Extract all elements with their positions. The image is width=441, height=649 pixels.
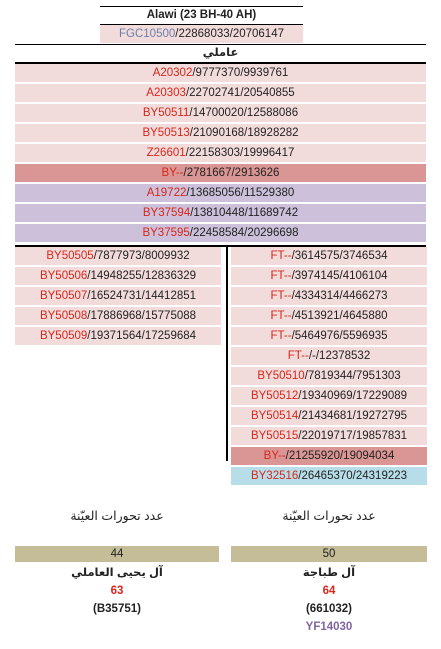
snp-row (15, 204, 426, 222)
snp-separator: / (87, 290, 91, 302)
snp-separator: / (304, 370, 308, 382)
snp-row (231, 327, 427, 345)
snp-position: 2781667/2913626 (186, 167, 280, 179)
snp-id: BY32516 (250, 470, 299, 482)
snp-position: 14700020/12588086 (192, 107, 299, 119)
snp-id: BY50512 (250, 390, 299, 402)
group-label: عاملي (202, 47, 239, 59)
snp-position: 13685056/11529380 (189, 187, 295, 199)
snp-position: 3614575/3746534 (294, 250, 388, 262)
right-count-label: عدد تحورات العيّنة (282, 509, 376, 523)
snp-position: 19340969/17229089 (301, 390, 408, 402)
snp-id: BY37595 (142, 227, 190, 239)
snp-separator: / (291, 310, 295, 322)
snp-position: 22019717/19857831 (301, 430, 408, 442)
lineage-subclade (100, 25, 303, 43)
snp-row (15, 124, 426, 142)
snp-row (231, 427, 427, 445)
snp-row (231, 407, 427, 425)
snp-row (231, 467, 427, 485)
snp-separator: / (308, 350, 313, 362)
snp-position: 4513921/4645880 (294, 310, 388, 322)
right-extra-snp: YF14030 (305, 621, 353, 633)
snp-position: 5464976/5596935 (294, 330, 388, 342)
snp-id: BY50514 (250, 410, 299, 422)
right-family-number: 64 (322, 585, 336, 597)
snp-row (15, 224, 426, 242)
snp-separator: / (291, 270, 295, 282)
left-count-label: عدد تحورات العيّنة (70, 509, 164, 523)
snp-id: BY50511 (142, 107, 190, 119)
snp-position: 19371564/17259684 (90, 330, 197, 342)
snp-row (231, 287, 427, 305)
snp-row (15, 84, 426, 102)
snp-row (15, 267, 221, 285)
snp-row (15, 184, 426, 202)
snp-id: BY50508 (39, 310, 88, 322)
snp-id: FT-- (270, 290, 292, 302)
snp-position: 7819344/7951303 (307, 370, 401, 382)
snp-row (231, 367, 427, 385)
snp-id: FT-- (270, 310, 292, 322)
left-family-name: آل يحيى العاملي (71, 567, 163, 579)
snp-id: BY50506 (39, 270, 88, 282)
snp-row (231, 307, 427, 325)
snp-row (15, 247, 221, 265)
snp-separator: / (87, 330, 91, 342)
snp-separator: / (93, 250, 97, 262)
snp-id: FT-- (270, 270, 292, 282)
right-family-name: آل طباجة (302, 567, 356, 579)
snp-row (231, 247, 427, 265)
snp-row (231, 387, 427, 405)
left-kit-id: (B35751) (93, 603, 141, 615)
snp-separator: / (190, 207, 194, 219)
snp-position: 13810448/11689742 (193, 207, 299, 219)
snp-id: BY-- (263, 450, 286, 462)
snp-id: BY50509 (39, 330, 88, 342)
snp-position: 3974145/4106104 (294, 270, 388, 282)
snp-separator: / (285, 450, 289, 462)
left-snp-count: 44 (15, 546, 219, 562)
snp-separator: / (185, 87, 190, 99)
snp-separator: / (192, 67, 196, 79)
snp-row (231, 347, 427, 365)
snp-row (15, 64, 426, 82)
left-family-number: 63 (110, 585, 124, 597)
snp-id: BY-- (161, 167, 184, 179)
lineage-title: Alawi (23 BH-40 AH) (146, 9, 257, 21)
snp-row (15, 164, 426, 182)
snp-id: BY50505 (46, 250, 94, 262)
snp-separator: / (189, 107, 193, 119)
snp-separator: / (87, 310, 91, 322)
snp-separator: / (87, 270, 91, 282)
snp-position: 21255920/19094034 (288, 450, 395, 462)
snp-position: 16524731/14412851 (90, 290, 197, 302)
snp-id: BY50515 (250, 430, 299, 442)
snp-separator: / (298, 430, 302, 442)
snp-position: 7877973/8009932 (96, 250, 190, 262)
snp-row (231, 447, 427, 465)
snp-separator: / (298, 410, 302, 422)
snp-id: FT-- (287, 350, 309, 362)
snp-position: 9777370/9939761 (195, 67, 289, 79)
snp-separator: / (189, 127, 193, 139)
snp-id: BY50510 (257, 370, 305, 382)
snp-id: A19722 (146, 187, 187, 199)
snp-separator: / (291, 290, 295, 302)
subclade-position: 22868033/20706147 (178, 28, 284, 40)
snp-id: BY50513 (142, 127, 190, 139)
snp-position: -/12378532 (312, 350, 371, 362)
snp-separator: / (185, 147, 189, 159)
snp-position: 22702741/20540855 (189, 87, 295, 99)
snp-id: BY50507 (39, 290, 88, 302)
snp-id: BY37594 (142, 207, 191, 219)
snp-position: 21434681/19272795 (301, 410, 408, 422)
snp-row (15, 104, 426, 122)
snp-separator: / (189, 227, 193, 239)
snp-id: A20302 (152, 67, 193, 79)
snp-position: 17886968/15775088 (90, 310, 197, 322)
right-kit-id: (661032) (305, 603, 353, 615)
snp-position: 4334314/4466273 (294, 290, 388, 302)
snp-separator: / (183, 167, 187, 179)
subclade-sep: / (175, 28, 179, 40)
snp-row (15, 144, 426, 162)
snp-row (15, 327, 221, 345)
snp-position: 14948255/12836329 (90, 270, 197, 282)
snp-row (15, 307, 221, 325)
snp-separator: / (291, 330, 295, 342)
snp-row (231, 267, 427, 285)
snp-id: FT-- (270, 330, 292, 342)
snp-separator: / (186, 187, 190, 199)
snp-position: 21090168/18928282 (193, 127, 299, 139)
subclade-id: FGC10500 (119, 28, 176, 40)
snp-separator: / (298, 470, 302, 482)
snp-id: FT-- (270, 250, 292, 262)
snp-id: A20303 (146, 87, 186, 99)
snp-separator: / (291, 250, 295, 262)
snp-separator: / (298, 390, 302, 402)
snp-id: Z26601 (146, 147, 186, 159)
snp-row (15, 287, 221, 305)
snp-position: 22458584/20296698 (193, 227, 299, 239)
snp-position: 22158303/19996417 (188, 147, 295, 159)
right-snp-count: 50 (231, 546, 427, 562)
snp-position: 26465370/24319223 (301, 470, 408, 482)
